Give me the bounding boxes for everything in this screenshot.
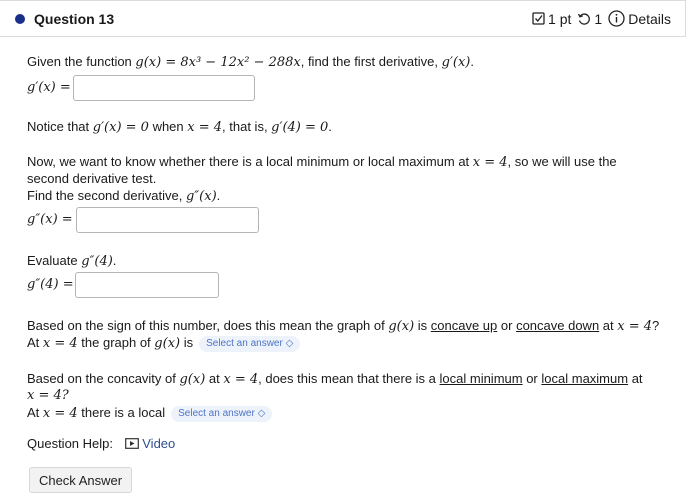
- retry-icon: [577, 12, 591, 26]
- second-derivative-label: g″(x) =: [27, 212, 73, 227]
- question-status-dot: [15, 14, 25, 24]
- points-text: 1 pt: [548, 10, 572, 27]
- extremum-question: Based on the concavity of g(x) at x = 4, does this mean that there is a local minimum or local maximum at: [27, 371, 643, 387]
- concavity-answer-line: At x = 4 the graph of g(x) is Select an answer ◇: [27, 335, 300, 352]
- concave-up-link[interactable]: concave up: [430, 318, 498, 333]
- check-answer-button[interactable]: Check Answer: [29, 467, 132, 493]
- local-minimum-link[interactable]: local minimum: [439, 371, 523, 386]
- concavity-select[interactable]: Select an answer ◇: [199, 336, 300, 352]
- video-icon: [125, 438, 139, 449]
- second-test-intro-cont: second derivative test.: [27, 171, 157, 186]
- details-label: Details: [628, 10, 671, 27]
- first-derivative-input[interactable]: [73, 75, 255, 101]
- question-help: [27, 436, 175, 452]
- second-derivative-input[interactable]: [76, 207, 259, 233]
- second-test-intro: Now, we want to know whether there is a local minimum or local maximum at x = 4, so we will use the: [27, 154, 617, 170]
- second-derivative-at-4-input[interactable]: [75, 272, 219, 298]
- question-title: Question 13: [34, 10, 115, 27]
- details-button[interactable]: [608, 10, 671, 27]
- extremum-question-cont: x = 4?: [27, 388, 69, 403]
- attempts-indicator: [577, 11, 602, 27]
- video-link[interactable]: Video: [125, 436, 176, 451]
- notice-text: Notice that g′(x) = 0 when x = 4, that is, g′(4) = 0.: [27, 119, 332, 135]
- points-indicator: [532, 11, 571, 27]
- second-derivative-prompt: Find the second derivative, g″(x).: [27, 188, 221, 204]
- evaluate-label: g″(4) =: [27, 277, 74, 292]
- question-prompt: Given the function g(x) = 8x³ − 12x² − 288x, find the first derivative, g′(x).: [27, 54, 474, 70]
- info-icon: [608, 10, 625, 27]
- extremum-answer-line: At x = 4 there is a local Select an answer ◇: [27, 405, 272, 422]
- concave-down-link[interactable]: concave down: [516, 318, 600, 333]
- evaluate-prompt: Evaluate g″(4).: [27, 253, 117, 269]
- question-header: [0, 0, 686, 37]
- extremum-select[interactable]: Select an answer ◇: [171, 406, 272, 422]
- attempts-text: 1: [594, 10, 603, 27]
- first-derivative-label: g′(x) =: [27, 80, 71, 95]
- local-maximum-link[interactable]: local maximum: [541, 371, 629, 386]
- question-help-label: Question Help:: [27, 436, 113, 451]
- checkbox-icon: [532, 12, 545, 25]
- concavity-question: Based on the sign of this number, does this mean the graph of g(x) is concave up or concave down at x = 4?: [27, 318, 660, 334]
